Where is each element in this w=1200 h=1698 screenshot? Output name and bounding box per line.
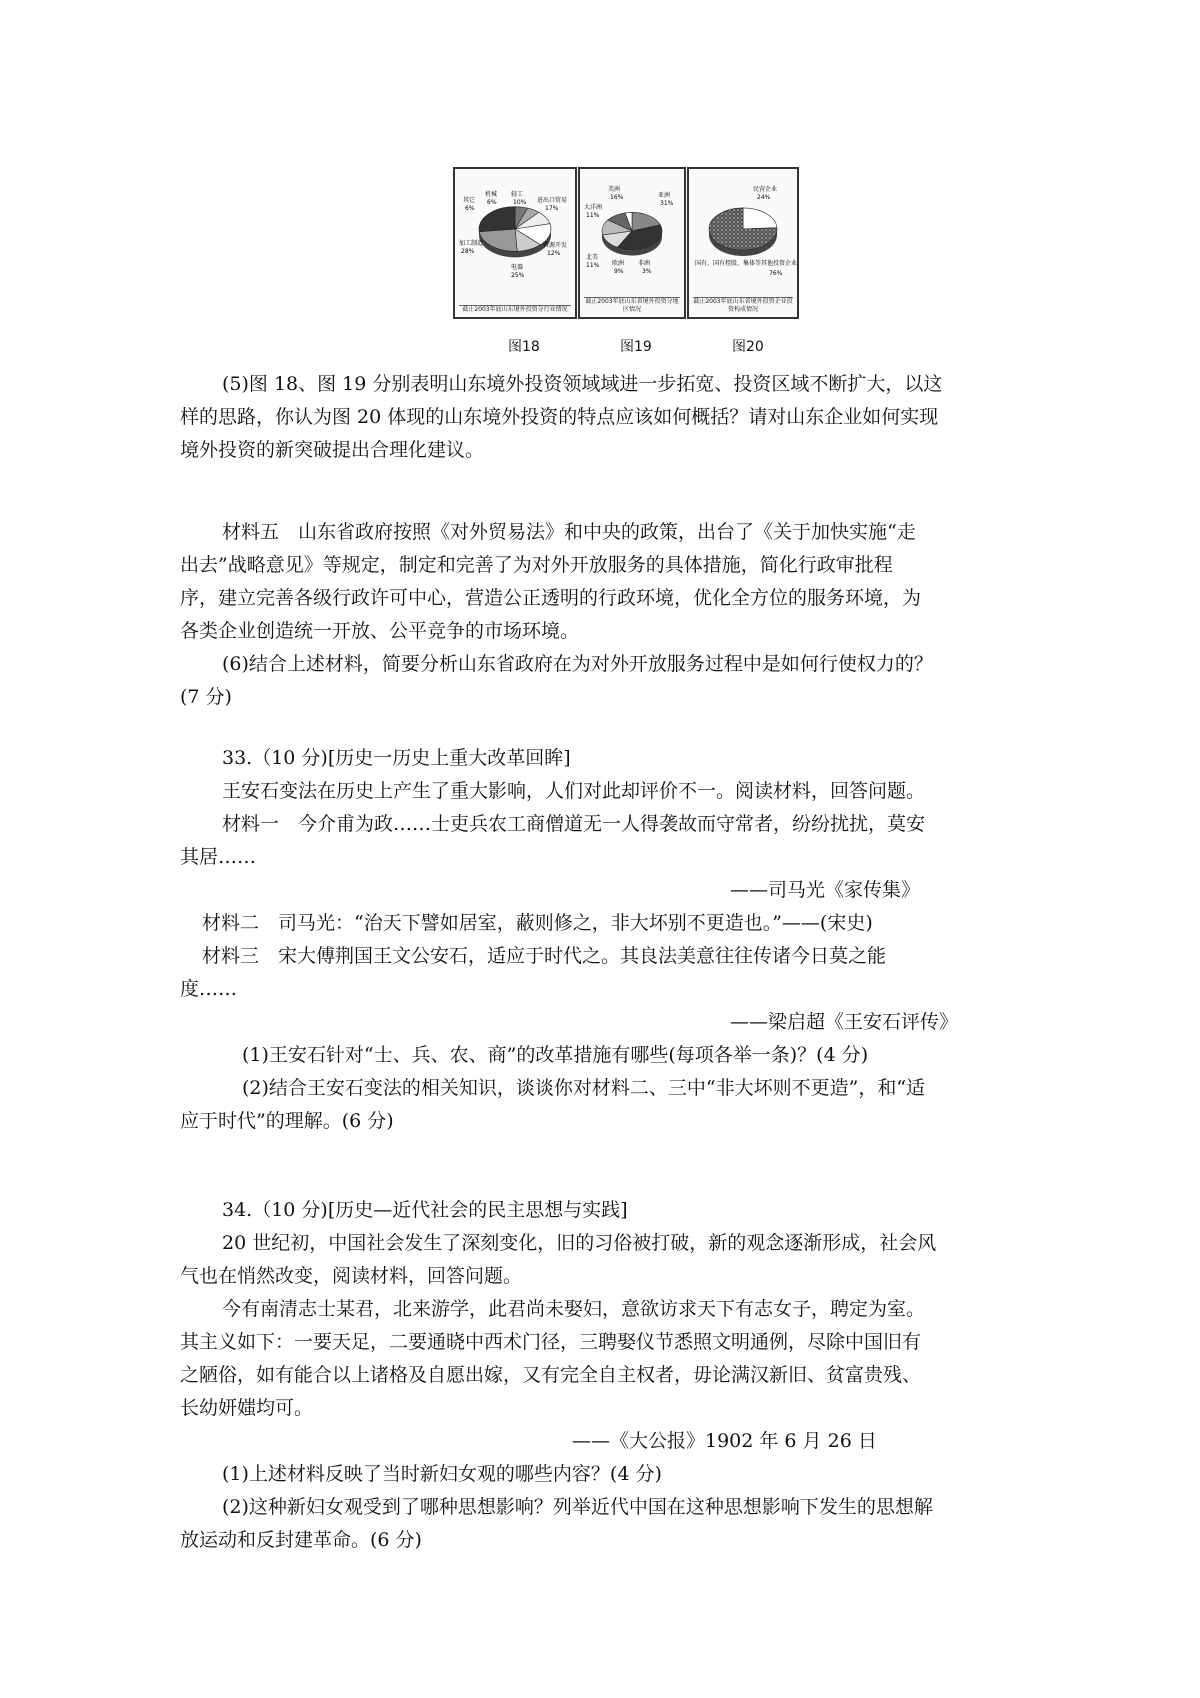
material-5-line-3: 序，建立完善各级行政许可中心，营造公正透明的行政环境，优化全方位的服务环境，为 <box>180 587 922 609</box>
material-5-line-1: 材料五 山东省政府按照《对外贸易法》和中央的政策，出台了《关于加快实施“走 <box>222 521 916 543</box>
fig19-value-asia: 31% <box>660 200 674 207</box>
figure-18-pie <box>455 169 575 289</box>
fig20-value-private: 24% <box>757 194 771 201</box>
fig18-label-electrical: 电器 <box>511 264 524 271</box>
fig19-label-asia: 亚洲 <box>658 192 671 199</box>
fig19-value-oceania: 11% <box>586 212 600 219</box>
q34-material-line-1: 今有南清志士某君，北来游学，此君尚未娶妇，意欲访求天下有志女子，聘定为室。 <box>222 1298 926 1320</box>
q33-material-3-source: ——梁启超《王安石评传》 <box>730 1011 959 1033</box>
fig18-label-trade: 进出口贸易 <box>537 197 568 204</box>
q33-question-2-line-2: 应于时代”的理解。(6 分) <box>180 1110 394 1132</box>
q33-material-1-source: ——司马光《家传集》 <box>730 879 921 901</box>
fig18-value-light-industry: 10% <box>513 199 527 206</box>
figure-18-label: 图18 <box>508 339 540 355</box>
fig18-label-light-industry: 轻工 <box>511 191 524 198</box>
fig18-value-trade: 17% <box>545 205 559 212</box>
figure-20-pie <box>689 169 797 289</box>
figure-19 <box>578 167 686 319</box>
q33-material-1-line-2: 其居…… <box>180 846 257 868</box>
fig18-value-machinery: 6% <box>487 199 497 206</box>
q5-line-2: 样的思路，你认为图 20 体现的山东境外投资的特点应该如何概括？请对山东企业如何实现 <box>180 406 939 428</box>
fig19-label-europe: 欧洲 <box>612 260 625 267</box>
figure-18-pie-slices <box>479 207 551 258</box>
figure-19-label: 图19 <box>620 339 652 355</box>
material-5-line-4: 各类企业创造统一开放、公平竞争的市场环境。 <box>180 620 580 642</box>
figure-19-pie-slices <box>602 212 662 255</box>
figure-20-caption: 截止2003年底山东省境外投资企业投资构成情况 <box>693 298 793 313</box>
q33-material-3-line-2: 度…… <box>180 978 238 1000</box>
q34-material-line-4: 长幼妍媸均可。 <box>180 1397 314 1419</box>
q33-question-2-line-1: (2)结合王安石变法的相关知识，谈谈你对材料二、三中“非大坏则不更造”，和“适 <box>242 1077 926 1099</box>
fig20-value-state: 76% <box>769 270 783 277</box>
figure-20-pie-slices <box>709 208 777 256</box>
q33-material-3-line-1: 材料三 宋大傅荆国王文公安石，适应于时代之。其良法美意往往传诸今日莫之能 <box>202 945 887 967</box>
fig19-label-oceania: 大洋洲 <box>584 204 603 211</box>
fig18-label-other: 其它 <box>463 197 476 204</box>
q34-intro-line-2: 气也在悄然改变，阅读材料，回答问题。 <box>180 1265 523 1287</box>
q34-material-line-2: 其主义如下：一要天足，二要通晓中西术门径，三聘娶仪节悉照文明通例，尽除中国旧有 <box>180 1331 922 1353</box>
fig19-label-north-america: 北美 <box>586 254 599 261</box>
fig18-slice-6 <box>479 207 515 232</box>
q33-question-1: (1)王安石针对“士、兵、农、商”的改革措施有哪些(每项各举一条)？(4 分) <box>242 1044 869 1066</box>
q34-heading: 34.（10 分)[历史—近代社会的民主思想与实践] <box>222 1199 628 1221</box>
fig18-label-resources: 资源开发 <box>543 242 568 249</box>
figure-20 <box>687 167 799 319</box>
q34-question-2-line-2: 放运动和反封建革命。(6 分) <box>180 1529 422 1551</box>
fig18-value-manufacturing: 28% <box>461 248 475 255</box>
fig18-value-other: 6% <box>465 205 475 212</box>
q33-material-1-line-1: 材料一 今介甫为政……士吏兵农工商僧道无一人得袭故而守常者，纷纷扰扰，莫安 <box>222 813 926 835</box>
q33-intro: 王安石变法在历史上产生了重大影响，人们对此却评价不一。阅读材料，回答问题。 <box>222 780 926 802</box>
q5-line-3: 境外投资的新突破提出合理化建议。 <box>180 439 485 461</box>
fig19-value-north-america: 11% <box>586 262 600 269</box>
fig20-label-private: 民营企业 <box>753 186 778 193</box>
fig20-label-state: 国有、国有控股、集体等其他投资企业 <box>695 260 797 267</box>
fig20-slice-0 <box>743 208 777 229</box>
q33-heading: 33.（10 分)[历史一历史上重大改革回眸] <box>222 747 571 769</box>
q34-question-2-line-1: (2)这种新妇女观受到了哪种思想影响？列举近代中国在这种思想影响下发生的思想解 <box>222 1496 933 1518</box>
q6-line-1: (6)结合上述材料，简要分析山东省政府在为对外开放服务过程中是如何行使权力的？ <box>222 653 933 675</box>
figure-19-pie <box>580 169 684 289</box>
fig18-value-resources: 12% <box>547 250 561 257</box>
q6-line-2: (7 分) <box>180 686 232 708</box>
q33-material-2: 材料二 司马光：“治天下譬如居室，蔽则修之，非大坏别不更造也。”——(宋史) <box>202 912 873 934</box>
fig19-value-europe: 9% <box>614 268 624 275</box>
figure-19-caption: 截止2003年底山东省境外投资分地区情况 <box>585 298 679 313</box>
fig18-value-electrical: 25% <box>511 272 525 279</box>
q34-material-line-3: 之陋俗，如有能合以上诸格及自愿出嫁，又有完全自主权者，毋论满汉新旧、贫富贵残、 <box>180 1364 922 1386</box>
fig19-label-africa: 非洲 <box>638 260 651 267</box>
q34-question-1: (1)上述材料反映了当时新妇女观的哪些内容？(4 分) <box>222 1463 662 1485</box>
q34-intro-line-1: 20 世纪初，中国社会发生了深刻变化，旧的习俗被打破，新的观念逐渐形成，社会风 <box>222 1232 937 1254</box>
fig18-label-manufacturing: 加工制造 <box>459 240 484 247</box>
material-5-line-2: 出去”战略意见》等规定，制定和完善了为对外开放服务的具体措施，简化行政审批程 <box>180 554 893 576</box>
fig19-label-americas: 美洲 <box>608 186 621 193</box>
fig19-value-americas: 16% <box>610 194 624 201</box>
figure-20-label: 图20 <box>732 339 764 355</box>
fig18-label-machinery: 机械 <box>485 191 498 198</box>
q34-material-source: ——《大公报》1902 年 6 月 26 日 <box>572 1430 877 1452</box>
figure-18 <box>453 167 577 319</box>
fig19-value-africa: 3% <box>642 268 652 275</box>
figure-18-caption: 截止2003年底山东境外投资分行业情况 <box>459 305 571 314</box>
fig18-slice-5 <box>479 229 517 251</box>
q5-line-1: (5)图 18、图 19 分别表明山东境外投资领域域进一步拓宽、投资区域不断扩大，以这 <box>222 373 943 395</box>
